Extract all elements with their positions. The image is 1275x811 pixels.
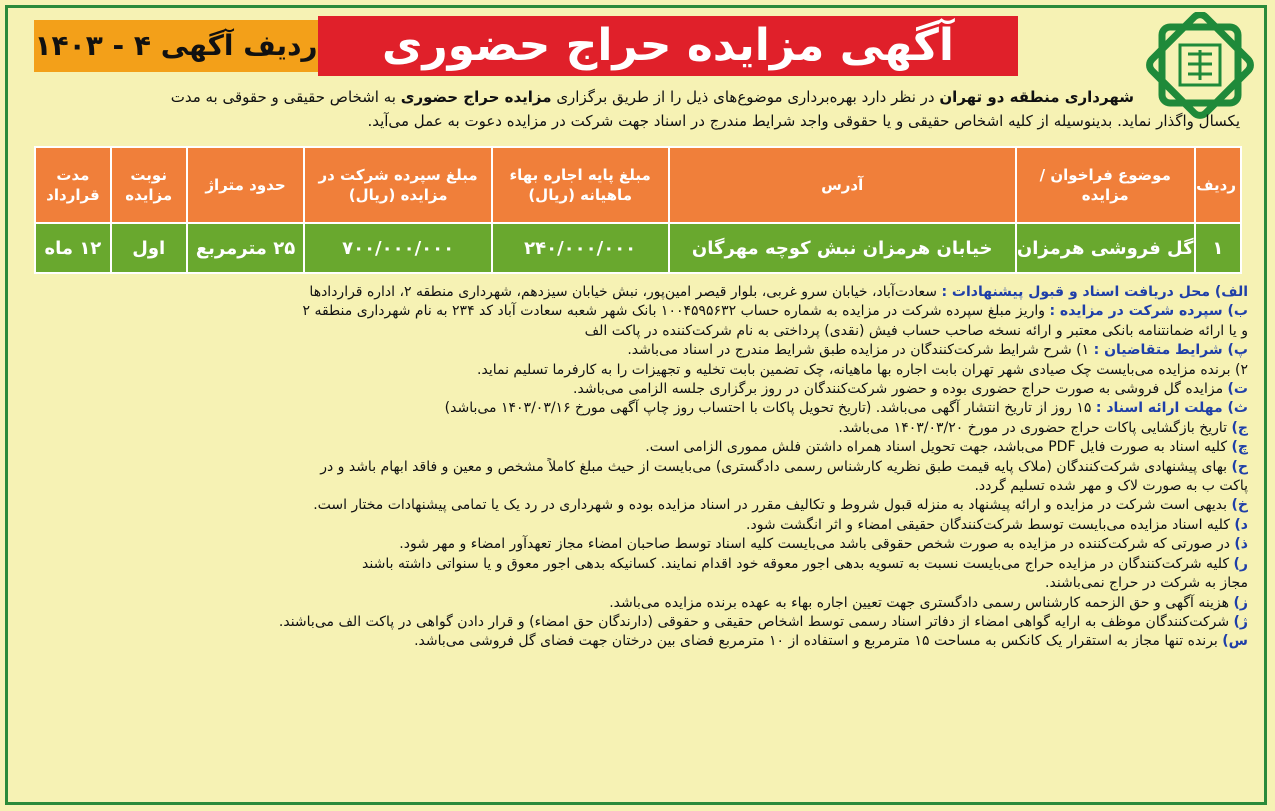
term-label: ذ) [1234,536,1248,553]
term-line [26,438,1248,457]
term-text: پاکت ب به صورت لاک و مهر شده تسلیم گردد. [974,478,1248,495]
term-line [26,535,1248,554]
intro-line-2: یکسال واگذار نماید. بدینوسیله از کلیه اشخاص حقیقی و یا حقوقی واجد شرایط مندرج در اسناد جهت شرکت در مزایده دعوت به عمل می‌آید. [367,112,1240,130]
term-text: بدیهی است شرکت در مزایده و ارائه پیشنهاد به منزله قبول شروط و تکالیف مقرر در اسناد مزایده بوده و شهرداری در رد یک یا تمامی پیشنهادات مختار است. [313,497,1228,514]
term-label: ج) [1231,419,1248,436]
term-text: در صورتی که شرکت‌کننده در مزایده به صورت شخص حقوقی باشد می‌بایست کلیه اسناد توسط صاحبان امضاء مجاز تعهدآور امضاء و مهر شود. [399,536,1230,553]
term-label: د) [1234,516,1248,533]
address-cell: خیابان هرمزان نبش کوچه مهرگان [669,223,1016,273]
column-header: نوبت مزایده [111,147,187,223]
advertisement-title: آگهی مزایده حراج حضوری [318,16,1018,76]
column-header: حدود متراژ [187,147,305,223]
base-rent-cell: ۲۴۰/۰۰۰/۰۰۰ [492,223,669,273]
term-line [26,302,1248,321]
term-line [26,458,1248,477]
term-line [26,477,1248,496]
round-cell: اول [111,223,187,273]
intro-line-1 [26,86,1134,108]
term-line [26,516,1248,535]
term-text: سعادت‌آباد، خیابان سرو غربی، بلوار قیصر امین‌پور، نبش خیابان سیزدهم، شهرداری منطقه ۲، اداره قراردادها [309,284,937,300]
area-cell: ۲۵ مترمربع [187,223,305,273]
term-line [26,283,1248,302]
term-text: تاریخ بازگشایی پاکات حراج حضوری در مورخ ۱۴۰۳/۰۳/۲۰ می‌باشد. [838,419,1228,436]
term-label: ت) [1227,381,1248,398]
column-header: ردیف [1195,147,1241,223]
terms-list [26,283,1248,652]
term-line [26,341,1248,360]
term-text: مزایده گل فروشی به صورت حراج حضوری بوده و حضور شرکت‌کنندگان در روز برگزاری جلسه الزامی می‌باشد. [573,381,1224,398]
term-line [26,555,1248,574]
intro-text-b: به اشخاص حقیقی و حقوقی به مدت [170,88,396,106]
column-header: مدت قرارداد [35,147,111,223]
row-number-cell: ۱ [1195,223,1241,273]
term-text: برنده تنها مجاز به استقرار یک کانکس به مساحت ۱۵ مترمربع و استفاده از ۱۰ مترمربع فضای بین درختان جهت فضای گل فروشی می‌باشد. [414,633,1218,650]
municipality-logo-icon [1140,12,1260,122]
term-text: هزینه آگهی و حق الزحمه کارشناس رسمی دادگستری جهت تعیین اجاره بهاء به عهده برنده مزایده می‌باشد. [609,594,1230,611]
term-line [26,380,1248,399]
intro-text-a: در نظر دارد بهره‌برداری موضوع‌های ذیل را از طریق برگزاری [556,88,935,106]
column-header: مبلغ سپرده شرکت در مزایده (ریال) [304,147,491,223]
term-label: س) [1222,633,1248,650]
subject-cell: گل فروشی هرمزان [1016,223,1195,273]
term-line [26,361,1248,380]
term-line [26,419,1248,438]
advertisement-row-badge: ردیف آگهی ۴ - ۱۴۰۳ [34,20,318,72]
column-header: آدرس [669,147,1016,223]
term-text: ۲) برنده مزایده می‌بایست چک صیادی شهر تهران بابت اجاره بها ماهیانه، چک تضمین بابت تخلیه و تجهیزات را به کارفرما تسلیم نماید. [477,361,1248,378]
term-text: و یا ارائه ضمانتنامه بانکی معتبر و ارائه نسخه صاحب حساب فیش (نقدی) پرداختی به نام شرکت‌کننده در پاکت الف [584,322,1248,339]
term-label: ح) [1231,458,1248,475]
term-text: ۱) شرح شرایط شرکت‌کنندگان در مزایده طبق شرایط مندرج در اسناد می‌باشد. [627,342,1090,359]
term-text: واریز مبلغ سپرده شرکت در مزایده به شماره حساب ۱۰۰۴۵۹۵۶۳۲ بانک شهر شعبه سعادت آباد کد ۲۳۴ به نام شهرداری منطقه ۲ [302,303,1045,320]
term-label: ب) سپرده شرکت در مزایده : [1049,303,1248,320]
term-label: ر) [1233,555,1248,572]
term-text: شرکت‌کنندگان موظف به ارایه گواهی امضاء از دفاتر اسناد رسمی توسط اشخاص حقیقی و حقوقی (دارندگان حق امضاء) و قرار دادن گواهی در پاکت الف می‌باشند. [278,613,1230,630]
term-label: پ) شرایط متقاضیان : [1093,342,1248,359]
column-header: مبلغ پایه اجاره بهاء ماهیانه (ریال) [492,147,669,223]
term-line [26,632,1248,651]
duration-cell: ۱۲ ماه [35,223,111,273]
term-line [26,399,1248,418]
auction-method: مزایده حراج حضوری [400,88,552,106]
term-label: خ) [1231,497,1248,514]
term-label: ث) مهلت ارائه اسناد : [1095,400,1248,417]
term-text: مجاز به شرکت در حراج نمی‌باشند. [1045,575,1248,592]
term-label: ز) [1233,594,1248,611]
term-label: چ) [1231,439,1248,456]
term-text: کلیه شرکت‌کنندگان در مزایده حراج می‌بایست نسبت به تسویه بدهی اجور معوقه خود اقدام نمایند. کسانیکه بدهی اجور معوق و یا سنواتی داشته باشند [362,555,1230,572]
term-label: الف) محل دریافت اسناد و قبول پیشنهادات : [941,284,1248,300]
deposit-cell: ۷۰۰/۰۰۰/۰۰۰ [304,223,491,273]
auction-table [34,146,1242,274]
term-line [26,594,1248,613]
term-text: کلیه اسناد مزایده می‌بایست توسط شرکت‌کنندگان حقیقی امضاء و اثر انگشت شود. [746,516,1230,533]
organization-name: شهرداری منطقه دو تهران [939,88,1134,106]
table-row [35,223,1241,273]
term-line [26,322,1248,341]
term-text: بهای پیشنهادی شرکت‌کنندگان (ملاک پایه قیمت طبق نظریه کارشناس رسمی دادگستری) می‌بایست از حیث مبلغ کاملاً مشخص و معین و فاقد ابهام باشد و در [320,458,1228,475]
term-line [26,613,1248,632]
table-header-row [35,147,1241,223]
term-label: ژ) [1233,613,1248,630]
term-text: ۱۵ روز از تاریخ انتشار آگهی می‌باشد. (تاریخ تحویل پاکات با احتساب روز چاپ آگهی مورخ ۱۴۰۳/۰۳/۱۶ می‌باشد) [444,400,1092,417]
term-line [26,574,1248,593]
column-header: موضوع فراخوان / مزایده [1016,147,1195,223]
term-text: کلیه اسناد به صورت فایل PDF می‌باشد، جهت تحویل اسناد همراه داشتن فلش مموری الزامی است. [645,439,1228,456]
term-line [26,496,1248,515]
